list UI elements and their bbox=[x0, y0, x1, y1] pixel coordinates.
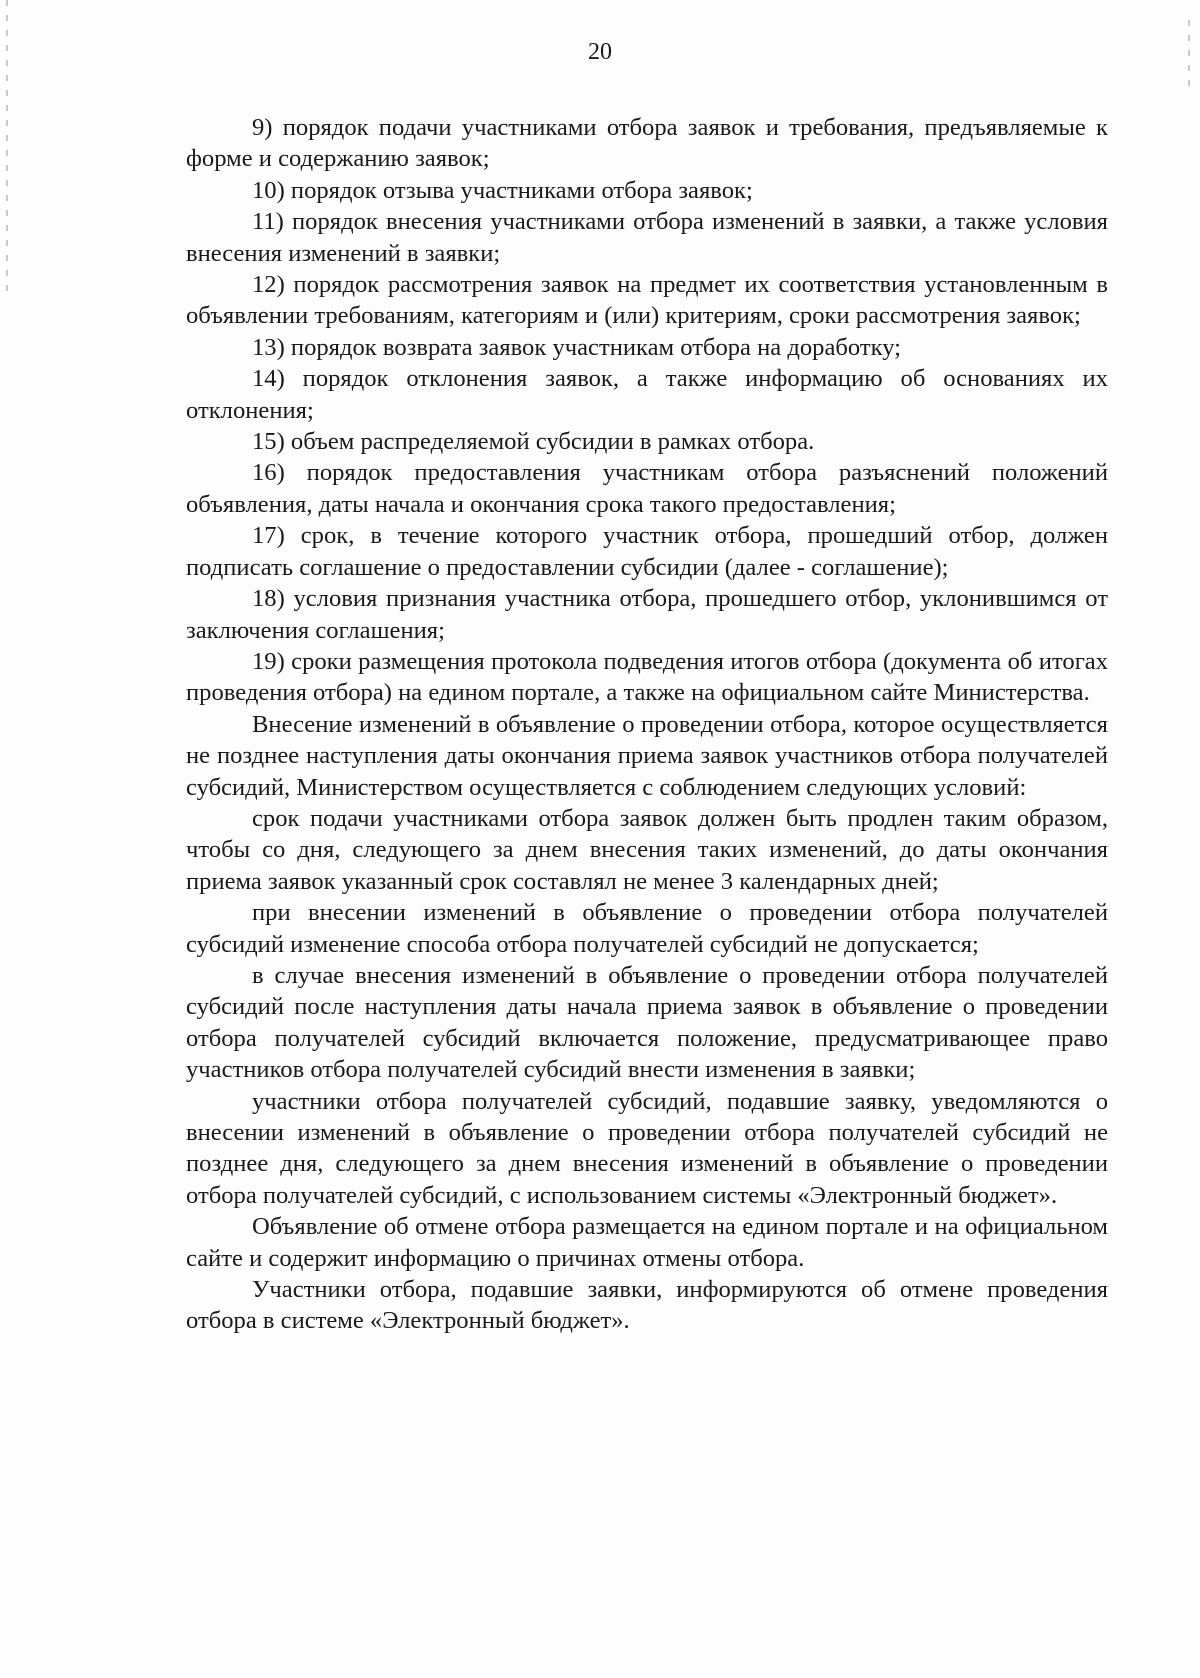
paragraph-item-19: 19) сроки размещения протокола подведения итогов отбора (документа об итогах проведения отбора) на едином портале, а также на официальном сайте Министерства. bbox=[186, 647, 1108, 707]
paragraph-item-17: 17) срок, в течение которого участник отбора, прошедший отбор, должен подписать соглашение о предоставлении субсидии (далее - соглашение); bbox=[186, 522, 1108, 581]
paragraph-amendment-conditions: Внесение изменений в объявление о проведении отбора, которое осуществляется не позднее наступления даты окончания приема заявок участников отбора получателей субсидий, Министерством осуществляется с соблюдением следующих условий: bbox=[186, 710, 1108, 801]
paragraph-item-12: 12) порядок рассмотрения заявок на предмет их соответствия установленным в объявлении требованиям, категориям и (или) критериям, сроки рассмотрения заявок; bbox=[186, 271, 1108, 330]
page-number: 20 bbox=[588, 39, 612, 65]
document-body bbox=[186, 112, 1108, 1337]
paragraph-method-change: при внесении изменений в объявление о проведении отбора получателей субсидий изменение способа отбора получателей субсидий не допускается; bbox=[186, 899, 1108, 958]
paragraph-cancellation-announcement: Объявление об отмене отбора размещается на едином портале и на официальном сайте и содержит информацию о причинах отмены отбора. bbox=[186, 1213, 1108, 1272]
paragraph-deadline-extension: срок подачи участниками отбора заявок должен быть продлен таким образом, чтобы со дня, следующего за днем внесения таких изменений, до даты окончания приема заявок указанный срок составлял не менее 3 календарных дней; bbox=[186, 804, 1108, 895]
paragraph-item-9: 9) порядок подачи участниками отбора заявок и требования, предъявляемые к форме и содержанию заявок; bbox=[186, 114, 1108, 173]
paragraph-amendment-after-start: в случае внесения изменений в объявление о проведении отбора получателей субсидий после наступления даты начала приема заявок в объявление о проведении отбора получателей субсидий включается положение, предусматривающее право участников отбора получателей субсидий внести изменения в заявки; bbox=[186, 961, 1108, 1084]
paragraph-item-10: 10) порядок отзыва участниками отбора заявок; bbox=[252, 176, 753, 204]
paragraph-cancellation-notice: Участники отбора, подавшие заявки, информируются об отмене проведения отбора в системе «Электронный бюджет». bbox=[186, 1276, 1108, 1335]
paragraph-item-16: 16) порядок предоставления участникам отбора разъяснений положений объявления, даты начала и окончания срока такого предоставления; bbox=[186, 459, 1108, 518]
paragraph-participant-notice: участники отбора получателей субсидий, подавшие заявку, уведомляются о внесении изменений в объявление о проведении отбора получателей субсидий не позднее дня, следующего за днем внесения изменений в объявление о проведении отбора получателей субсидий, с использованием системы «Электронный бюджет». bbox=[186, 1087, 1108, 1209]
paragraph-item-11: 11) порядок внесения участниками отбора изменений в заявки, а также условия внесения изменений в заявки; bbox=[186, 208, 1108, 267]
paragraph-item-15: 15) объем распределяемой субсидии в рамках отбора. bbox=[252, 428, 815, 456]
paragraph-item-13: 13) порядок возврата заявок участникам отбора на доработку; bbox=[252, 333, 901, 361]
paragraph-item-14: 14) порядок отклонения заявок, а также информацию об основаниях их отклонения; bbox=[186, 365, 1108, 424]
paragraph-item-18: 18) условия признания участника отбора, прошедшего отбор, уклонившимся от заключения соглашения; bbox=[186, 585, 1108, 644]
